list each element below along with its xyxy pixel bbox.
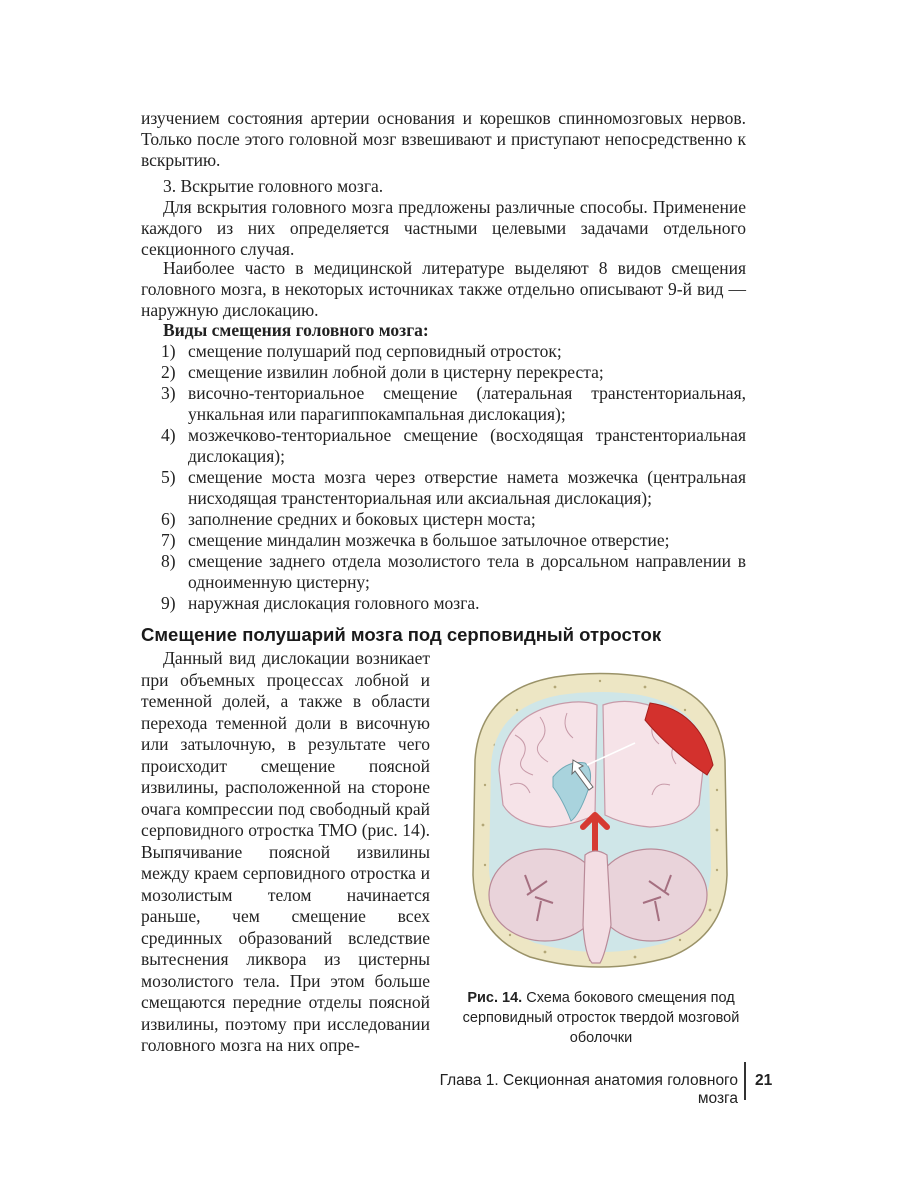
section-heading: Смещение полушарий мозга под серповидный отросток — [141, 624, 662, 645]
list-item-number: 9) — [161, 593, 176, 613]
list-item-text: наружная дислокация головного мозга. — [188, 593, 480, 613]
list-item-text: смещение моста мозга через отверстие намета мозжечка (центральная нисходящая транстенториальная или аксиальная дислокация); — [188, 467, 746, 508]
list-item — [141, 383, 746, 425]
list-item — [141, 341, 746, 362]
list-item-number: 5) — [161, 467, 176, 487]
list-item-number: 8) — [161, 551, 176, 571]
list-item-number: 1) — [161, 341, 176, 361]
list-item-number: 6) — [161, 509, 176, 529]
right-cerebellum — [595, 849, 707, 941]
page-number: 21 — [755, 1072, 773, 1089]
figure-caption — [455, 988, 747, 1048]
list-item — [141, 593, 746, 614]
list-item — [141, 425, 746, 467]
list-item-text: смещение заднего отдела мозолистого тела в дорсальном направлении в одноименную цистерну; — [188, 551, 746, 592]
list-item — [141, 551, 746, 593]
list-item — [141, 467, 746, 509]
list-item — [141, 509, 746, 530]
list-heading: Виды смещения головного мозга: — [163, 320, 429, 340]
column-paragraph: Данный вид дислокации возникает при объемных процессах лобной и теменной долей, а также в области перехода теменной доли в височную или затылочную, в результате чего происходит смещение поясной извилины, расположенной на стороне очага компрессии под свободный край серповидного отростка ТМО (рис. 14). Выпячивание поясной извилины между краем серповидного отростка и мозолистым телом начинается раньше, чем смещение всех срединных образований вследствие вытеснения ликвора из цистерны мозолистого тела. При этом больше смещаются передние отделы поясной извилины, поэтому при исследовании головного мозга на них опре- — [141, 648, 430, 1055]
list-item-text: мозжечково-тенториальное смещение (восходящая транстенториальная дислокация); — [188, 425, 746, 466]
list-item-text: височно-тенториальное смещение (латеральная транстенториальная, ункальная или парагиппокампальная дислокация); — [188, 383, 746, 424]
figure-caption-text: Схема бокового смещения под серповидный отросток твердой мозговой оболочки — [462, 990, 740, 1046]
list-item-number: 2) — [161, 362, 176, 382]
list-item-text: смещение полушарий под серповидный отросток; — [188, 341, 562, 361]
paragraph-methods: Для вскрытия головного мозга предложены различные способы. Применение каждого из них определяется частными целевыми задачами отдельного секционного случая. — [141, 197, 746, 259]
list-item-number: 4) — [161, 425, 176, 445]
list-item-number: 3) — [161, 383, 176, 403]
displacement-list — [141, 341, 746, 614]
list-item-text: смещение извилин лобной доли в цистерну перекреста; — [188, 362, 604, 382]
list-item-text: смещение миндалин мозжечка в большое затылочное отверстие; — [188, 530, 670, 550]
paragraph-continuation: изучением состояния артерии основания и корешков спинномозговых нервов. Только после этого головной мозг взвешивают и приступают непосредственно к вскрытию. — [141, 108, 746, 170]
list-item-number: 7) — [161, 530, 176, 550]
footer-divider — [744, 1062, 746, 1100]
brain-diagram — [455, 665, 745, 970]
list-item — [141, 530, 746, 551]
paragraph-step-3: 3. Вскрытие головного мозга. — [163, 176, 384, 196]
running-footer: Глава 1. Секционная анатомия головного мозга — [439, 1072, 738, 1107]
list-item-text: заполнение средних и боковых цистерн моста; — [188, 509, 536, 529]
figure-label: Рис. 14. — [467, 990, 523, 1006]
list-item — [141, 362, 746, 383]
paragraph-displacement-types: Наиболее часто в медицинской литературе выделяют 8 видов смещения головного мозга, в некоторых источниках также отдельно описывают 9-й вид — наружную дислокацию. — [141, 258, 746, 320]
